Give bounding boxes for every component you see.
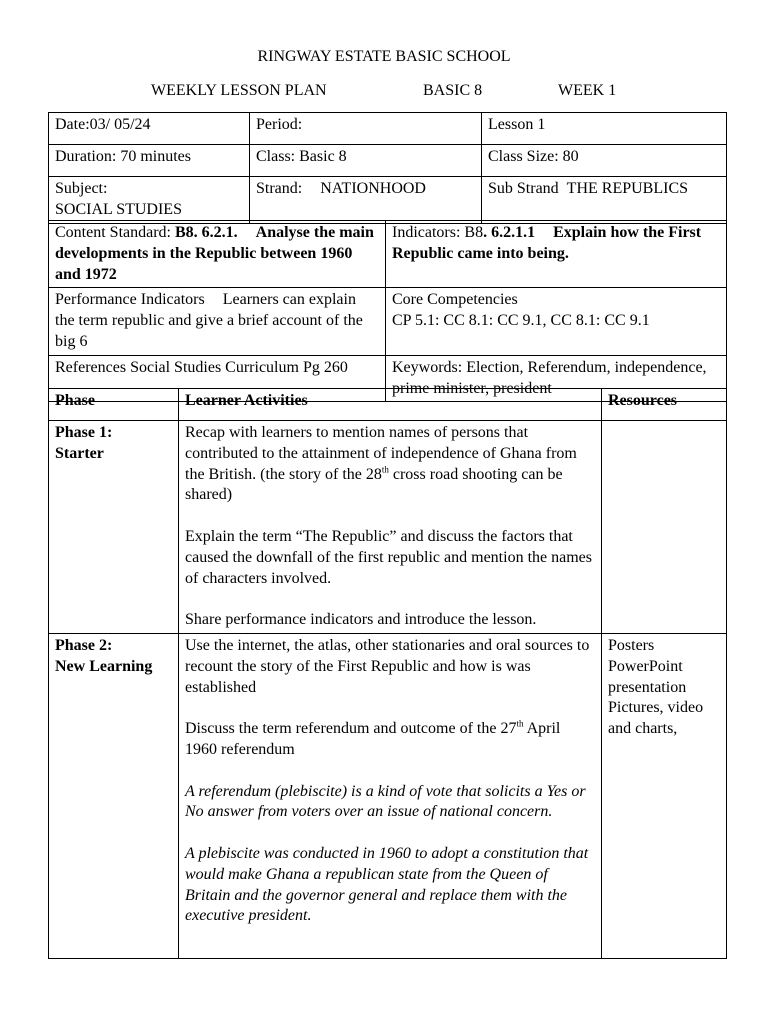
- phase1-activities: [179, 421, 602, 634]
- phase2-name: [49, 633, 179, 958]
- sub-strand-label: Sub Strand: [488, 180, 559, 197]
- references-cell: References Social Studies Curriculum Pg 260: [49, 355, 386, 402]
- strand-label: Strand:: [256, 180, 303, 197]
- phase2-activities: [179, 633, 602, 958]
- phase1-paragraph-2: Explain the term “The Republic” and discuss the factors that caused the downfall of the first republic and mention the names of characters involved.: [185, 527, 592, 587]
- subject-cell: [49, 177, 250, 224]
- content-standard-text: Analyse the main developments in the Republic between 1960 and 1972: [55, 224, 374, 283]
- content-standard-cell: [49, 221, 386, 288]
- week-label: WEEK 1: [558, 82, 617, 99]
- performance-indicators-cell: [49, 288, 386, 355]
- phase1-resources: [602, 421, 727, 634]
- subject-label: Subject:: [55, 180, 108, 197]
- learner-activities-header: Learner Activities: [179, 389, 602, 421]
- phase2-paragraph-3: A referendum (plebiscite) is a kind of vote that solicits a Yes or No answer from voters over an issue of national concern.: [185, 782, 586, 821]
- plan-header: [0, 81, 768, 102]
- sub-strand-cell: [482, 177, 727, 224]
- phase1-paragraph-1: Recap with learners to mention names of persons that contributed to the attainment of independence of Ghana from the British. (the story of the 28th cross road shooting can be shared): [185, 424, 577, 504]
- phase1-number: Phase 1:: [55, 424, 113, 441]
- duration-cell: Duration: 70 minutes: [49, 145, 250, 177]
- phase2-title: New Learning: [55, 657, 153, 675]
- keywords-cell: Keywords: Election, Referendum, independence, prime minister, president: [386, 355, 727, 402]
- date-cell: Date:03/ 05/24: [49, 113, 250, 145]
- performance-text: Learners can explain the term republic and give a brief account of the big 6: [55, 291, 363, 350]
- strand-cell: [250, 177, 482, 224]
- period-cell: Period:: [250, 113, 482, 145]
- indicators-code: . 6.2.1.1: [483, 224, 536, 241]
- class-level: BASIC 8: [423, 82, 483, 99]
- performance-label: Performance Indicators: [55, 291, 205, 309]
- lesson-cell: Lesson 1: [482, 113, 727, 145]
- phase2-paragraph-4: A plebiscite was conducted in 1960 to adopt a constitution that would make Ghana a republican state from the Queen of Britain and the governor general and replace them with the executive president.: [185, 844, 589, 925]
- phase1-paragraph-3: Share performance indicators and introduce the lesson.: [185, 611, 537, 629]
- phases-table: [48, 388, 727, 959]
- strand-value: NATIONHOOD: [320, 180, 426, 197]
- class-size-cell: Class Size: 80: [482, 145, 727, 177]
- plan-title: WEEKLY LESSON PLAN: [151, 82, 327, 99]
- core-label: Core Competencies: [392, 291, 518, 309]
- lesson-info-table: [48, 112, 727, 224]
- phase2-resources: Posters PowerPoint presentation Pictures, video and charts,: [602, 633, 727, 958]
- standards-table: [48, 220, 727, 402]
- phase-header: Phase: [49, 389, 179, 421]
- resources-header: Resources: [602, 389, 727, 421]
- sub-strand-value: THE REPUBLICS: [566, 180, 689, 197]
- phase2-paragraph-1: Use the internet, the atlas, other stationaries and oral sources to recount the story of the First Republic and how is was established: [185, 636, 590, 696]
- subject-value: SOCIAL STUDIES: [55, 200, 182, 218]
- class-cell: Class: Basic 8: [250, 145, 482, 177]
- school-name: RINGWAY ESTATE BASIC SCHOOL: [257, 48, 511, 65]
- phase1-title: Starter: [55, 444, 104, 462]
- indicators-text: Explain how the First Republic came into being.: [392, 224, 702, 262]
- content-standard-label: Content Standard:: [55, 224, 175, 241]
- indicators-cell: [386, 221, 727, 288]
- phase2-paragraph-2: Discuss the term referendum and outcome of the 27th April 1960 referendum: [185, 718, 561, 758]
- content-standard-code: B8. 6.2.1.: [174, 224, 238, 241]
- indicators-label: Indicators: B8: [392, 224, 484, 241]
- phase2-number: Phase 2:: [55, 636, 113, 654]
- core-competencies-cell: [386, 288, 727, 355]
- phase1-name: [49, 421, 179, 634]
- core-text: CP 5.1: CC 8.1: CC 9.1, CC 8.1: CC 9.1: [392, 312, 650, 330]
